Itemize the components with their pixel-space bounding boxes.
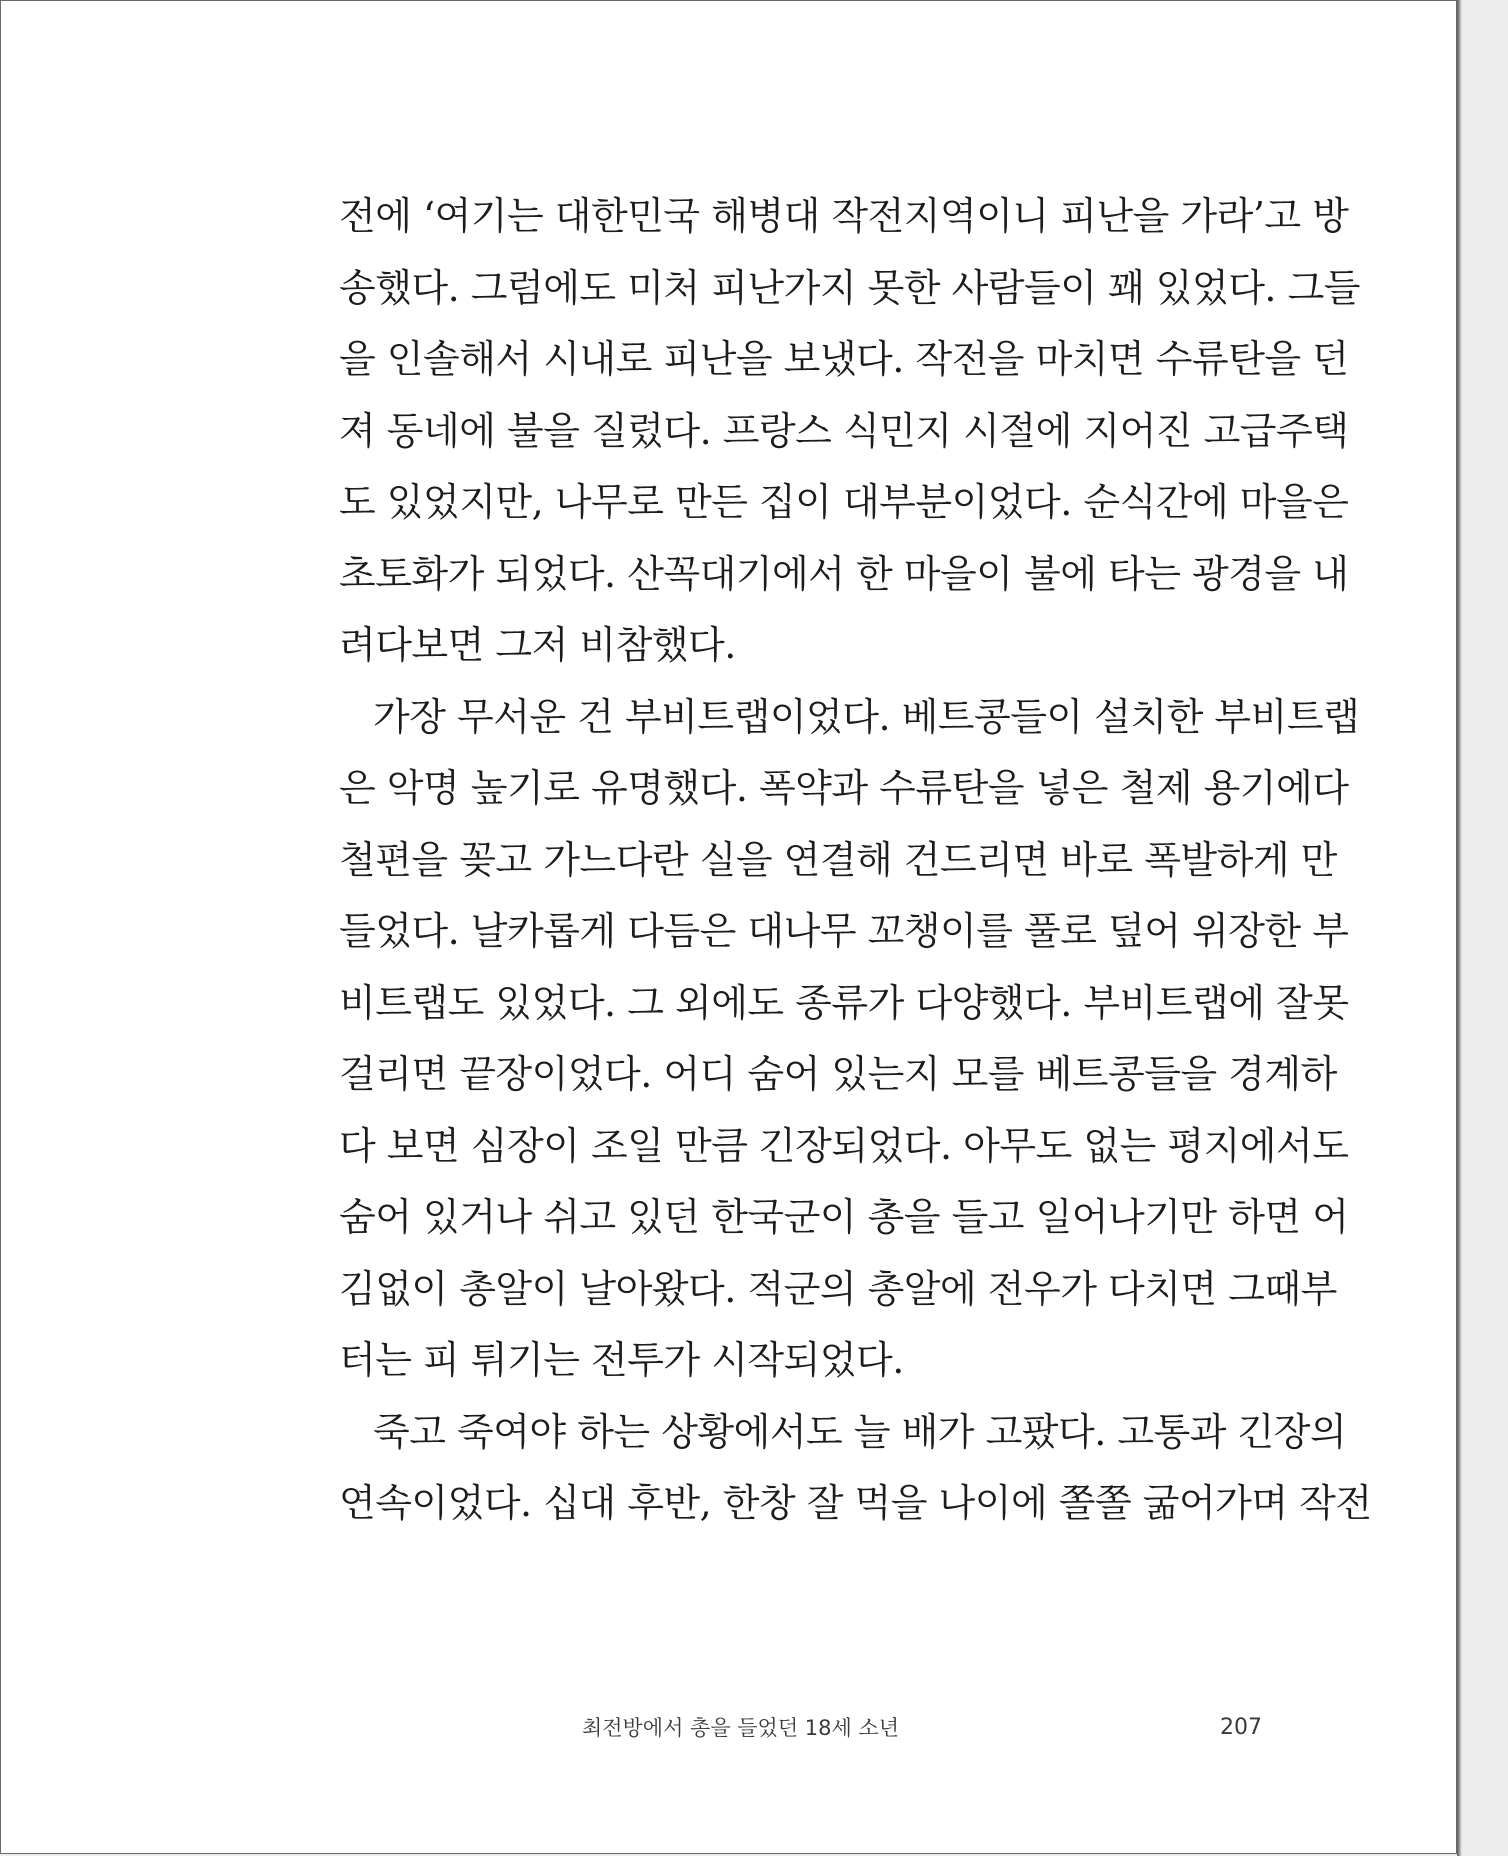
text-line: 송했다. 그럼에도 미처 피난가지 못한 사람들이 꽤 있었다. 그들 [339,265,1360,310]
text-line: 져 동네에 불을 질렀다. 프랑스 식민지 시절에 지어진 고급주택 [339,408,1349,453]
text-line: 걸리면 끝장이었다. 어디 숨어 있는지 모를 베트콩들을 경계하 [339,1052,1337,1096]
page-edge-shadow [1457,0,1463,1856]
page-number: 207 [1220,1715,1262,1740]
text-line: 철편을 꽂고 가느다란 실을 연결해 건드리면 바로 폭발하게 만 [339,837,1337,882]
text-line: 도 있었지만, 나무로 만든 집이 대부분이었다. 순식간에 마을은 [339,480,1349,524]
paragraph-first-line: 죽고 죽여야 하는 상황에서도 늘 배가 고팠다. 고통과 긴장의 [373,1409,1347,1454]
text-line: 비트랩도 있었다. 그 외에도 종류가 다양했다. 부비트랩에 잘못 [339,980,1349,1025]
text-line: 다 보면 심장이 조일 만큼 긴장되었다. 아무도 없는 평지에서도 [339,1123,1349,1168]
text-line: 숨어 있거나 쉬고 있던 한국군이 총을 들고 일어나기만 하면 어 [339,1195,1349,1239]
text-line: 려다보면 그저 비참했다. [339,623,736,667]
text-line: 은 악명 높기로 유명했다. 폭약과 수류탄을 넣은 철제 용기에다 [339,766,1349,810]
text-line: 을 인솔해서 시내로 피난을 보냈다. 작전을 마치면 수류탄을 던 [339,337,1349,381]
text-line: 터는 피 튀기는 전투가 시작되었다. [339,1338,904,1382]
text-line: 김없이 총알이 날아왔다. 적군의 총알에 전우가 다치면 그때부 [339,1266,1337,1311]
text-line: 들었다. 날카롭게 다듬은 대나무 꼬챙이를 풀로 덮어 위장한 부 [339,909,1349,953]
body-text [339,181,1372,1540]
paragraph-first-line: 가장 무서운 건 부비트랩이었다. 베트콩들이 설치한 부비트랩 [373,694,1360,739]
running-title: 최전방에서 총을 들었던 18세 소년 [581,1716,900,1740]
text-line: 초토화가 되었다. 산꼭대기에서 한 마을이 불에 타는 광경을 내 [339,551,1349,596]
text-line: 전에 ‘여기는 대한민국 해병대 작전지역이니 피난을 가라’고 방 [339,194,1349,238]
text-line: 연속이었다. 십대 후반, 한창 잘 먹을 나이에 쫄쫄 굶어가며 작전 [339,1481,1372,1525]
